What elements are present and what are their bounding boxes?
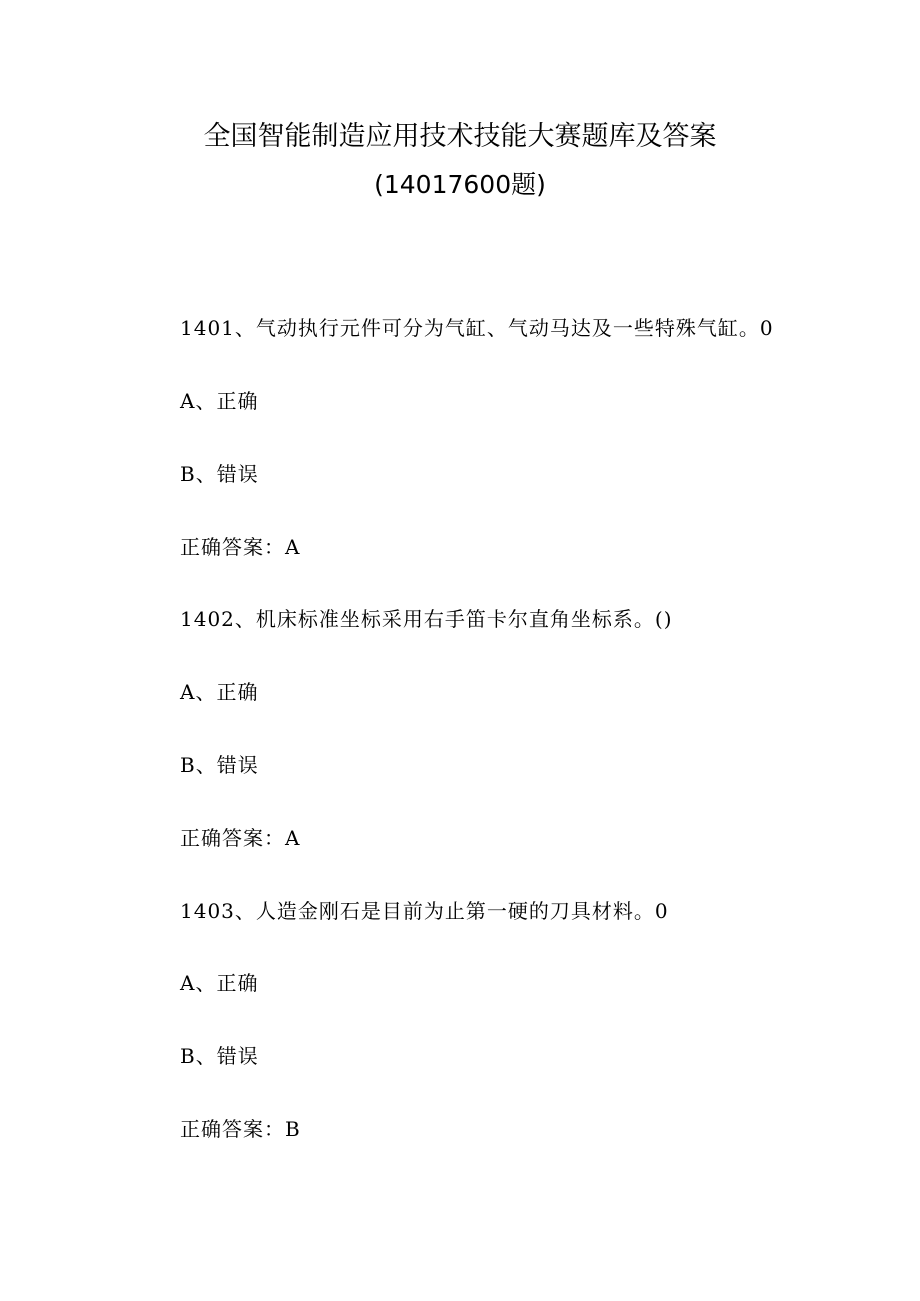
- question-1402-text: 1402、机床标准坐标采用右手笛卡尔直角坐标系。(): [180, 607, 673, 631]
- question-1402-option-a: A、正确: [180, 680, 259, 704]
- document-title: 全国智能制造应用技术技能大赛题库及答案: [203, 121, 717, 152]
- question-1403-option-a: A、正确: [180, 971, 259, 995]
- question-1402-option-b: B、错误: [180, 753, 259, 777]
- question-1403-text: 1403、人造金刚石是目前为止第一硬的刀具材料。0: [180, 899, 669, 923]
- question-1402-answer: 正确答案：A: [180, 826, 301, 850]
- question-1401-text: 1401、气动执行元件可分为气缸、气动马达及一些特殊气缸。0: [180, 316, 774, 340]
- question-1401-option-a: A、正确: [180, 389, 259, 413]
- question-1401-option-b: B、错误: [180, 462, 259, 486]
- question-1403-answer: 正确答案：B: [180, 1117, 301, 1141]
- document-subtitle: (14017600题): [374, 170, 546, 199]
- question-1403-option-b: B、错误: [180, 1044, 259, 1068]
- question-1401-answer: 正确答案：A: [180, 535, 301, 559]
